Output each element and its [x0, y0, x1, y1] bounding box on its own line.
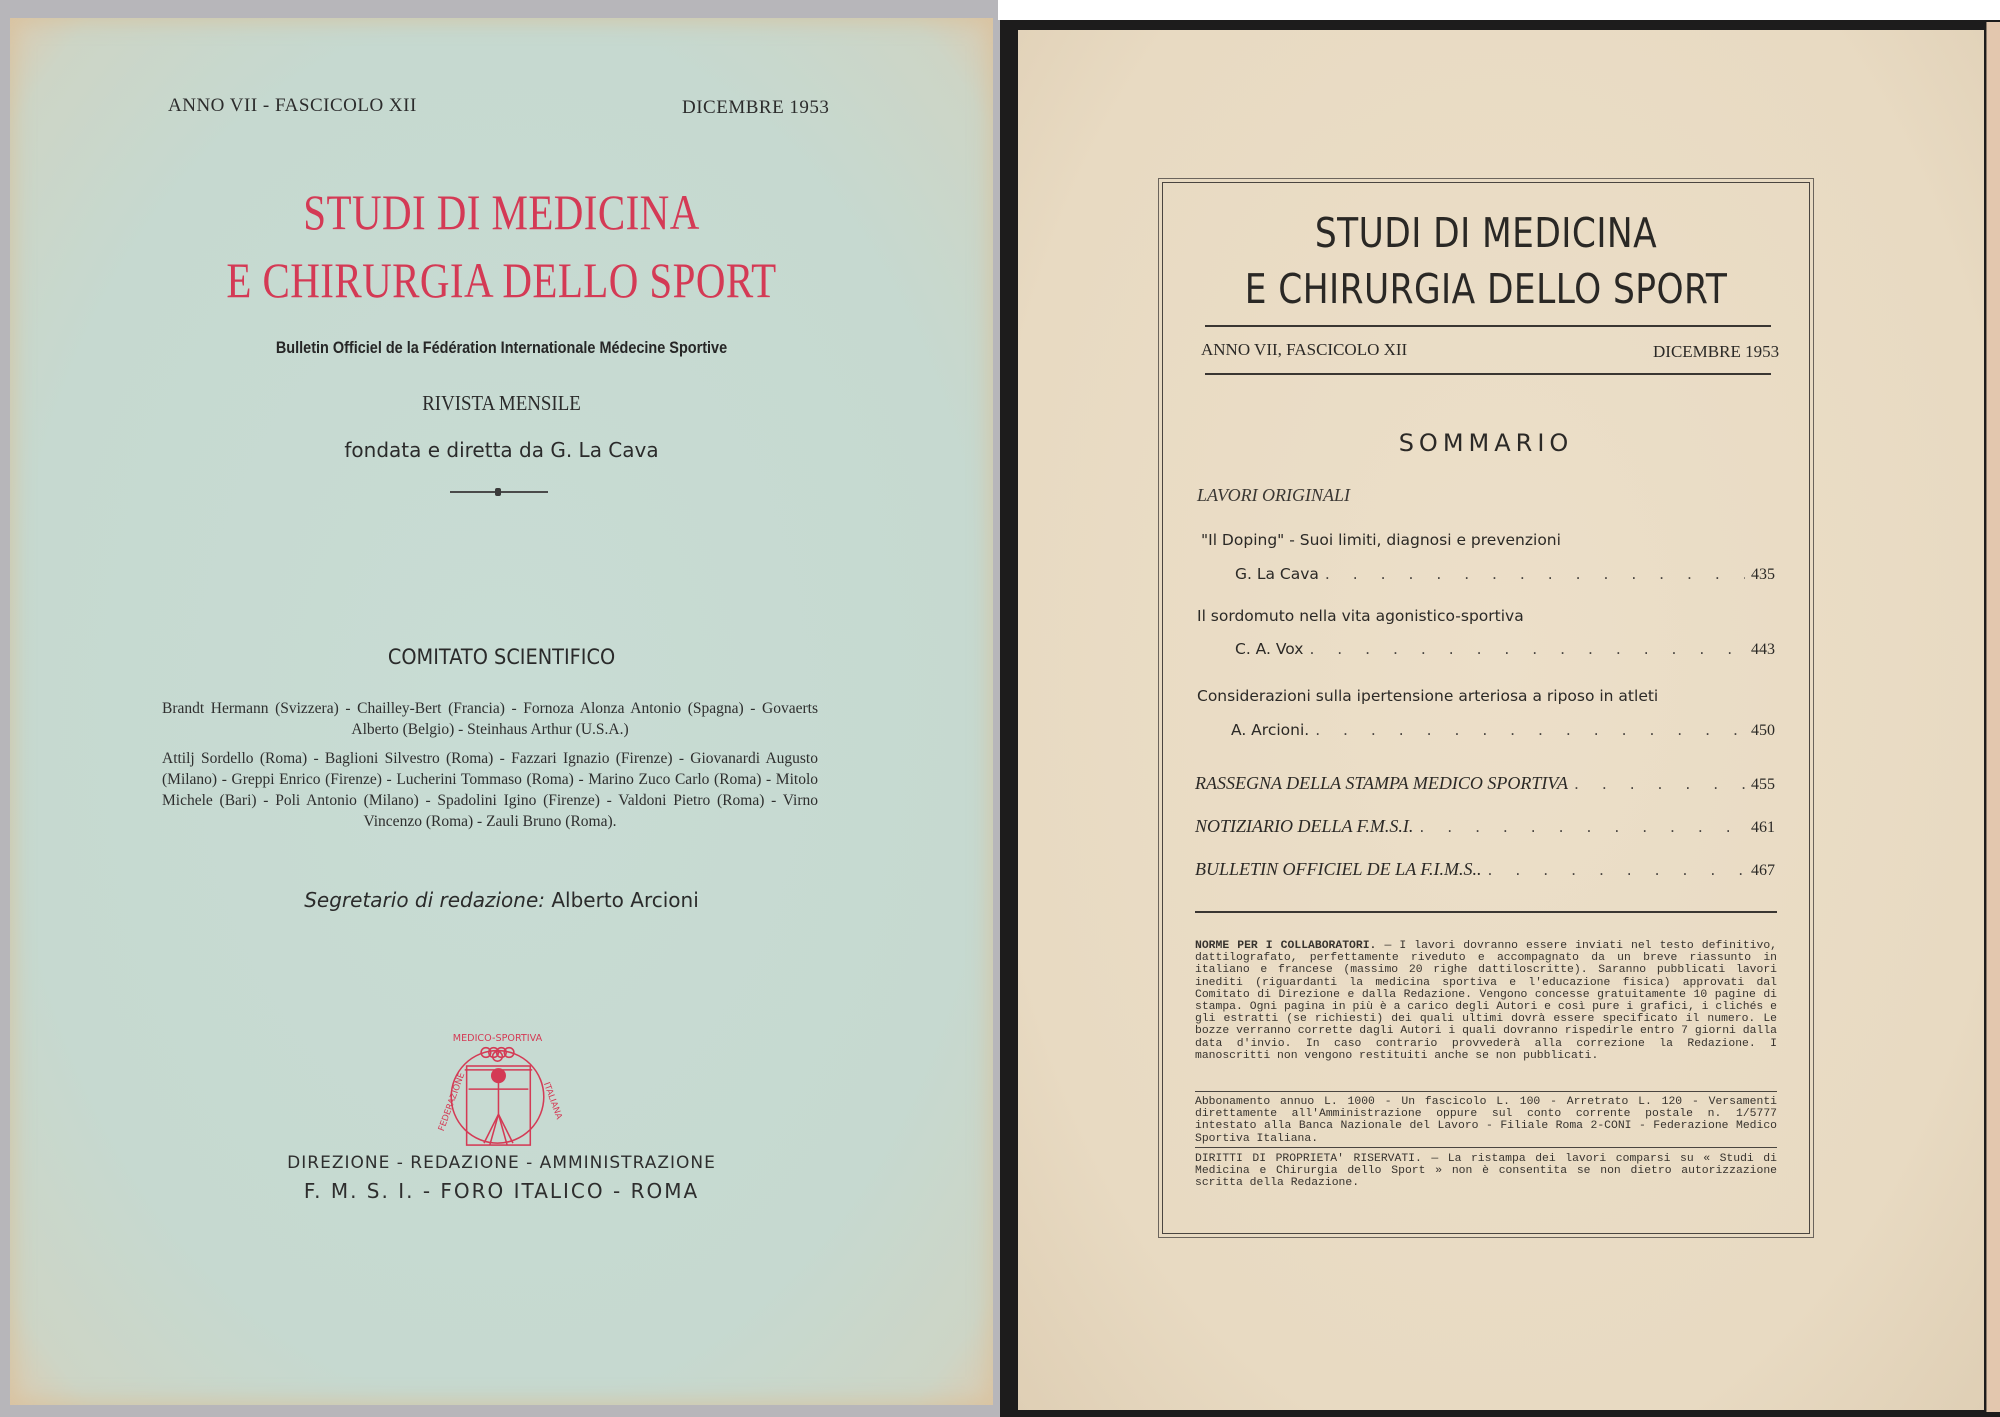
- cover-founder: fondata e diretta da G. La Cava: [344, 438, 659, 462]
- cover-date: DICEMBRE 1953: [682, 97, 830, 118]
- contents-box: [1162, 182, 1810, 1234]
- toc-article-entry[interactable]: [1231, 721, 1775, 740]
- toc-page-number: 443: [1751, 641, 1775, 658]
- cover-issue: ANNO VII - FASCICOLO XII: [168, 95, 417, 116]
- masthead-line2: E CHIRURGIA DELLO SPORT: [1244, 265, 1728, 313]
- guidelines-heading: NORME PER I COLLABORATORI.: [1195, 940, 1377, 952]
- toc-section-entry[interactable]: [1195, 816, 1775, 837]
- address-line2: F. M. S. I. - FORO ITALICO - ROMA: [303, 1179, 700, 1203]
- masthead-date: DICEMBRE 1953: [1653, 342, 1780, 361]
- svg-text:ITALIANA: ITALIANA: [540, 1080, 564, 1121]
- toc-page-number: 450: [1751, 722, 1775, 739]
- toc-article-entry[interactable]: [1235, 640, 1775, 659]
- cover-subtitle: Bulletin Officiel de la Fédération Internationale Médecine Sportive: [275, 338, 728, 357]
- masthead-issue: ANNO VII, FASCICOLO XII: [1201, 340, 1408, 359]
- cover-title-line2: E CHIRURGIA DELLO SPORT: [226, 252, 777, 308]
- secretary-name: Alberto Arcioni: [551, 888, 699, 912]
- masthead-rule-top: [1205, 325, 1771, 327]
- leader-dots: [1488, 861, 1745, 879]
- guidelines-text: — I lavori dovranno essere inviati nel testo definitivo, dattilografato, perfettamente riveduto e accompagnato da un breve riassunto in italiano e francese (massimo 20 righe dattiloscritte). Saranno pubblicati lavori inediti (riguardanti la medicina sportiva e l'educazione fisica) approvati dal Comitato di Direzione e dalla Redazione. Vengono concesse gratuitamente 10 pagine di stampa. Ogni pagina in più è a carico degli Autori e così pure i grafici, i clichés e gli estratti (se richiesti) dei quali ultimi dovrà essere specificato il numero. Le bozze verranno corrette dagli Autori i quali dovranno rispedirle entro 7 giorni dalla data d'invio. In caso contrario provvederà alla correzione la Redazione. I manoscritti non vengono restituiti anche se non pubblicati.: [1195, 940, 1777, 1062]
- fine-print-rule: [1195, 1147, 1777, 1148]
- fine-print-rule: [1195, 1091, 1777, 1092]
- committee-international-members: Brandt Hermann (Svizzera) - Chailley-Bert (Francia) - Fornoza Alonza Antonio (Spagna) - Govaerts Alberto (Belgio) - Steinhaus Arthur (U.S.A.): [162, 700, 818, 738]
- toc-article-title: "Il Doping" - Suoi limiti, diagnosi e prevenzioni: [1201, 531, 1561, 549]
- toc-article-author: C. A. Vox: [1235, 640, 1304, 658]
- section-label-original-works: LAVORI ORIGINALI: [1197, 485, 1351, 505]
- cover-title-line1: STUDI DI MEDICINA: [303, 184, 700, 240]
- toc-section-entry[interactable]: [1195, 859, 1775, 880]
- masthead-rule-bottom: [1205, 373, 1771, 375]
- toc-article-entry[interactable]: [1235, 565, 1775, 584]
- leader-dots: [1419, 818, 1745, 836]
- toc-article-title: Considerazioni sulla ipertensione arteriosa a riposo in atleti: [1197, 687, 1659, 705]
- ornament-divider: [450, 491, 548, 493]
- background-strip: [998, 0, 2000, 20]
- masthead-line1: STUDI DI MEDICINA: [1314, 209, 1658, 257]
- toc-section-title: RASSEGNA DELLA STAMPA MEDICO SPORTIVA: [1195, 773, 1568, 793]
- contents-heading: SOMMARIO: [1398, 429, 1574, 457]
- leader-dots: [1309, 640, 1745, 658]
- toc-article-author: G. La Cava: [1235, 565, 1319, 583]
- rights-text: — La ristampa dei lavori comparsi su « Studi di Medicina e Chirurgia dello Sport » non è consentita se non dietro autorizzazione scritta della Redazione.: [1195, 1153, 1777, 1190]
- rights-heading: DIRITTI DI PROPRIETA' RISERVATI.: [1195, 1153, 1422, 1165]
- toc-article-author: A. Arcioni.: [1231, 721, 1310, 739]
- leader-dots: [1315, 721, 1745, 739]
- toc-page-number: 467: [1751, 862, 1775, 879]
- toc-article-title: Il sordomuto nella vita agonistico-sportiva: [1197, 607, 1524, 625]
- toc-section-title: NOTIZIARIO DELLA F.M.S.I.: [1195, 816, 1414, 836]
- rights-notice: [1195, 1153, 1777, 1190]
- cover-page: [10, 18, 993, 1405]
- toc-page-number: 461: [1751, 819, 1775, 836]
- toc-section-entry[interactable]: [1195, 773, 1775, 794]
- secretary-label: Segretario di redazione:: [304, 888, 546, 912]
- committee-heading: COMITATO SCIENTIFICO: [387, 645, 616, 669]
- svg-text:MEDICO-SPORTIVA: MEDICO-SPORTIVA: [452, 1032, 543, 1044]
- toc-section-title: BULLETIN OFFICIEL DE LA F.I.M.S..: [1195, 859, 1482, 879]
- committee-italian-members: Attilj Sordello (Roma) - Baglioni Silvestro (Roma) - Fazzari Ignazio (Firenze) - Giovanardi Augusto (Milano) - Greppi Enrico (Firenze) - Lucherini Tommaso (Roma) - Marino Zuco Carlo (Roma) - Mitolo Michele (Bari) - Poli Antonio (Milano) - Spadolini Igino (Firenze) - Valdoni Pietro (Roma) - Virno Vincenzo (Roma) - Zauli Bruno (Roma).: [162, 750, 818, 830]
- svg-text:FEDERAZIONE: FEDERAZIONE: [436, 1071, 468, 1133]
- contents-rule: [1195, 911, 1777, 913]
- cover-frequency: RIVISTA MENSILE: [422, 391, 581, 415]
- subscription-info: Abbonamento annuo L. 1000 - Un fascicolo L. 100 - Arretrato L. 120 - Versamenti direttamente all'Amministrazione oppure sul conto corrente postale n. 1/5777 intestato alla Banca Nazionale del Lavoro - Filiale Roma 2-CONI - Federazione Medico Sportiva Italiana.: [1195, 1096, 1777, 1145]
- leader-dots: [1574, 775, 1745, 793]
- page-edge: [1986, 22, 2000, 1412]
- fmsi-vitruvian-logo-icon: [430, 1023, 565, 1163]
- toc-page-number: 435: [1751, 566, 1775, 583]
- contributor-guidelines: [1195, 940, 1777, 1062]
- leader-dots: [1325, 565, 1745, 583]
- secretary-line: [10, 888, 993, 912]
- address-line1: DIREZIONE - REDAZIONE - AMMINISTRAZIONE: [287, 1153, 716, 1173]
- toc-page-number: 455: [1751, 776, 1775, 793]
